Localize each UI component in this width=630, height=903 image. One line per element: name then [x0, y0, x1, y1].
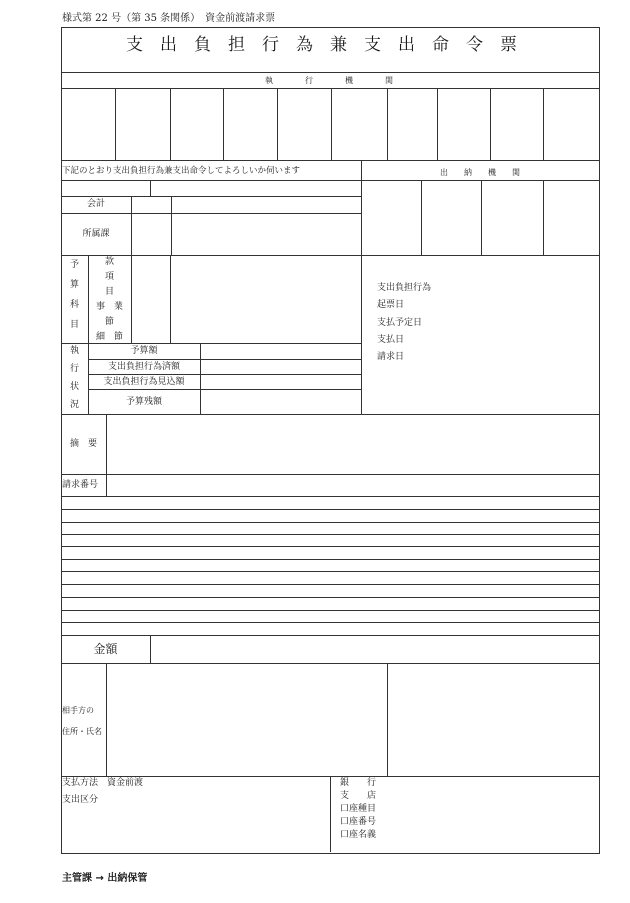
- budget-amount-label: 予算額: [130, 346, 158, 356]
- budget-side-char: 目: [69, 320, 79, 330]
- bank-label: 支 店: [340, 791, 377, 801]
- counterparty-label-line2: 住所・氏名: [62, 727, 102, 736]
- approval-text: 下記のとおり支出負担行為兼支出命令してよろしいか伺います: [62, 166, 301, 176]
- bank-label: 銀 行: [340, 778, 377, 788]
- amount-field[interactable]: [151, 636, 598, 662]
- cashier-agency-label: 出 納 機 関: [440, 168, 520, 177]
- date-label: 請求日: [377, 352, 405, 362]
- bank-label: 口座番号: [340, 817, 377, 827]
- date-label: 支払予定日: [377, 318, 423, 328]
- budget-item: 項: [104, 272, 114, 282]
- shozokuka-label: 所属課: [82, 229, 110, 239]
- budget-side-char: 科: [69, 300, 79, 310]
- form-number-label: 様式第 22 号（第 35 条関係） 資金前渡請求票: [62, 13, 276, 24]
- bank-label: 口座種目: [340, 804, 377, 814]
- payment-method-value: 資金前渡: [107, 778, 144, 788]
- bank-label: 口座名義: [340, 830, 377, 840]
- date-label: 起票日: [377, 300, 405, 310]
- budget-item: 目: [104, 287, 114, 297]
- payment-method-label: 支払方法: [62, 778, 99, 788]
- invoice-number-field[interactable]: [107, 475, 598, 495]
- budget-remaining-label: 予算残額: [125, 397, 162, 407]
- execution-side-char: 執: [69, 346, 79, 356]
- counterparty-label-line1: 相手方の: [62, 706, 94, 715]
- date-label: 支出負担行為: [377, 283, 432, 293]
- payment-category-label: 支出区分: [62, 795, 99, 805]
- budget-side-char: 予: [69, 260, 79, 270]
- budget-item: 款: [104, 257, 114, 267]
- amount-label: 金額: [93, 642, 118, 656]
- budget-item: 事 業: [95, 302, 123, 312]
- budget-item: 節: [104, 317, 114, 327]
- committed-amount-label: 支出負担行為済額: [107, 362, 180, 372]
- footer-routing-note: 主管課 → 出納保管: [62, 873, 148, 884]
- execution-agency-label: 執 行 機 関: [265, 76, 395, 85]
- budget-item: 細 節: [95, 332, 123, 342]
- summary-label: 摘 要: [69, 439, 97, 449]
- form-title: 支出負担行為兼支出命令票: [126, 35, 534, 55]
- expected-commitment-label: 支出負担行為見込額: [103, 377, 185, 387]
- execution-side-char: 状: [69, 382, 79, 392]
- date-label: 支払日: [377, 335, 405, 345]
- summary-field[interactable]: [107, 415, 598, 473]
- invoice-number-label: 請求番号: [62, 480, 99, 490]
- account-kaikei-label: 会計: [86, 199, 105, 209]
- execution-side-char: 況: [69, 400, 79, 410]
- counterparty-extra-field[interactable]: [388, 664, 598, 775]
- budget-side-char: 算: [69, 280, 79, 290]
- counterparty-address-field[interactable]: [107, 664, 386, 775]
- execution-side-char: 行: [69, 364, 79, 374]
